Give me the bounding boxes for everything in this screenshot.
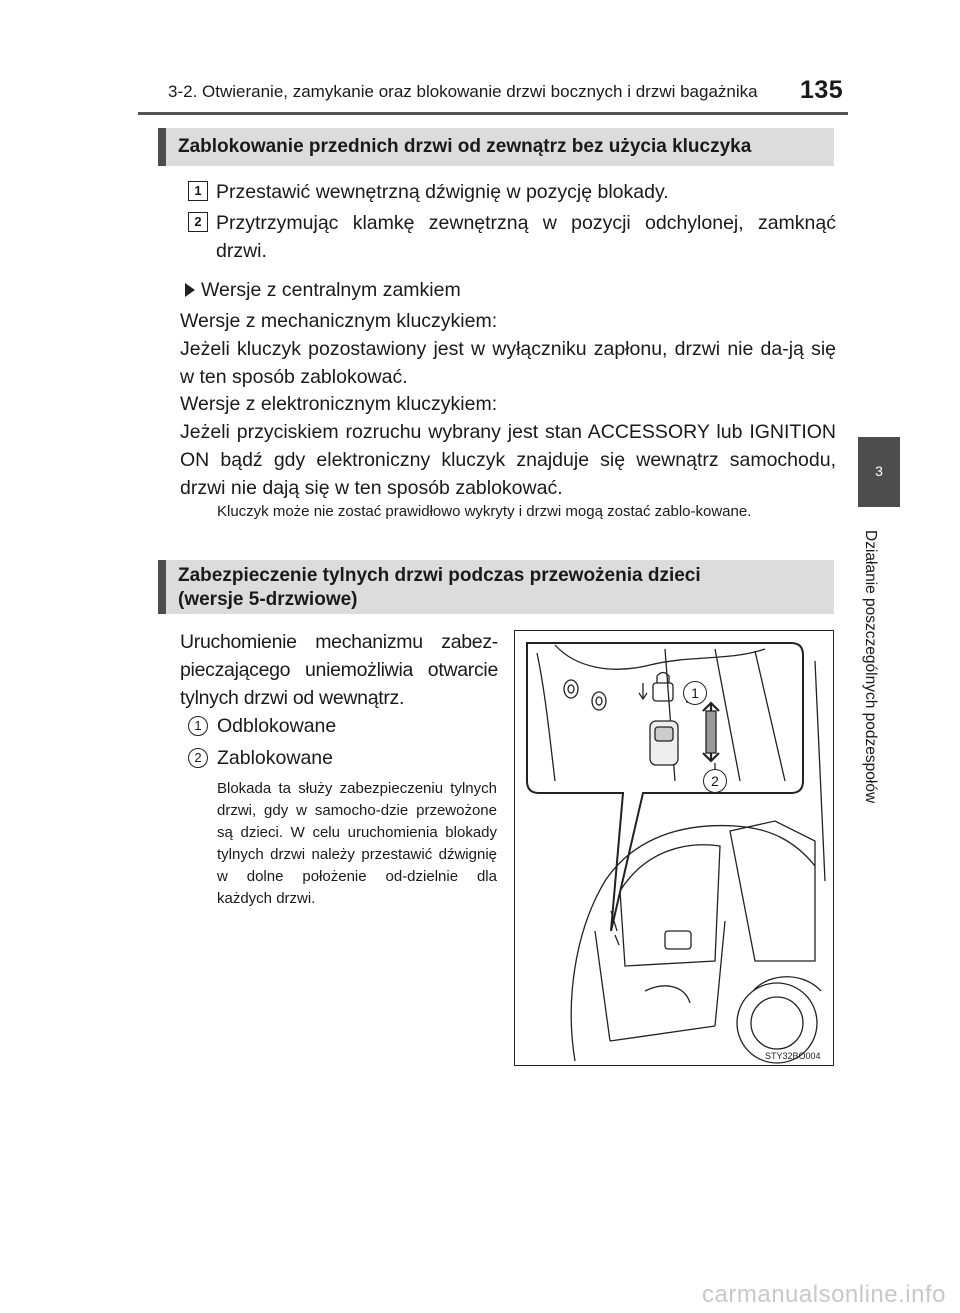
para-mechanical-key-body: Jeżeli kluczyk pozostawiony jest w wyłączniku zapłonu, drzwi nie da-ją się w ten sposób zablokować. bbox=[180, 338, 836, 388]
step-number-1: 1 bbox=[188, 181, 208, 201]
chapter-number: 3 bbox=[875, 463, 883, 479]
subheading-central-lock: Wersje z centralnym zamkiem bbox=[201, 279, 461, 301]
section-title-front-doors: Zablokowanie przednich drzwi od zewnątrz bez użycia kluczyka bbox=[158, 128, 834, 166]
note-key-detection: Kluczyk może nie zostać prawidłowo wykryty i drzwi mogą zostać zablo-kowane. bbox=[217, 503, 752, 520]
header-divider bbox=[138, 112, 848, 115]
step-2-text: Przytrzymując klamkę zewnętrzną w pozycji odchylonej, zamknąć drzwi. bbox=[216, 212, 836, 262]
watermark: carmanualsonline.info bbox=[702, 1281, 946, 1308]
car-door-drawing bbox=[515, 631, 835, 1067]
child-lock-illustration bbox=[514, 630, 834, 1066]
section-title-line-2: (wersje 5-drzwiowe) bbox=[178, 589, 358, 610]
para-electronic-key-body: Jeżeli przyciskiem rozruchu wybrany jest stan ACCESSORY lub IGNITION ON bądź gdy elektroniczny kluczyk znajduje się wewnątrz samochodu, drzwi nie dają się w ten sposób zablokować. bbox=[180, 421, 836, 499]
illustration-code: STY32BO004 bbox=[765, 1051, 821, 1061]
child-lock-note: Blokada ta służy zabezpieczeniu tylnych drzwi, gdy w samocho-dzie przewożone są dzieci. W celu uruchomienia blokady tylnych drzwi należy przestawić dźwignię w dolne położenie od-dzielnie dla każdych drzwi. bbox=[217, 780, 497, 907]
chapter-label: Działanie poszczególnych podzespołów bbox=[862, 530, 879, 804]
callout-1: 1 bbox=[683, 681, 707, 705]
item-locked-label: Zablokowane bbox=[217, 747, 333, 769]
step-1-text: Przestawić wewnętrzną dźwignię w pozycję blokady. bbox=[216, 181, 669, 203]
item-number-2: 2 bbox=[188, 748, 208, 768]
para-mechanical-key-title: Wersje z mechanicznym kluczykiem: bbox=[180, 310, 498, 332]
triangle-bullet-icon bbox=[185, 283, 195, 297]
item-unlocked-label: Odblokowane bbox=[217, 715, 337, 737]
section-title-line-1: Zabezpieczenie tylnych drzwi podczas przewożenia dzieci bbox=[178, 565, 701, 586]
section-title-child-lock bbox=[158, 560, 834, 614]
item-number-1: 1 bbox=[188, 716, 208, 736]
child-lock-intro: Uruchomienie mechanizmu zabez-pieczającego uniemożliwia otwarcie tylnych drzwi od wewnątrz. bbox=[180, 631, 498, 709]
para-electronic-key-title: Wersje z elektronicznym kluczykiem: bbox=[180, 393, 498, 415]
callout-2: 2 bbox=[703, 769, 727, 793]
page-number: 135 bbox=[800, 76, 844, 104]
chapter-tab bbox=[858, 437, 900, 507]
step-number-2: 2 bbox=[188, 212, 208, 232]
breadcrumb: 3-2. Otwieranie, zamykanie oraz blokowanie drzwi bocznych i drzwi bagażnika bbox=[168, 82, 758, 101]
